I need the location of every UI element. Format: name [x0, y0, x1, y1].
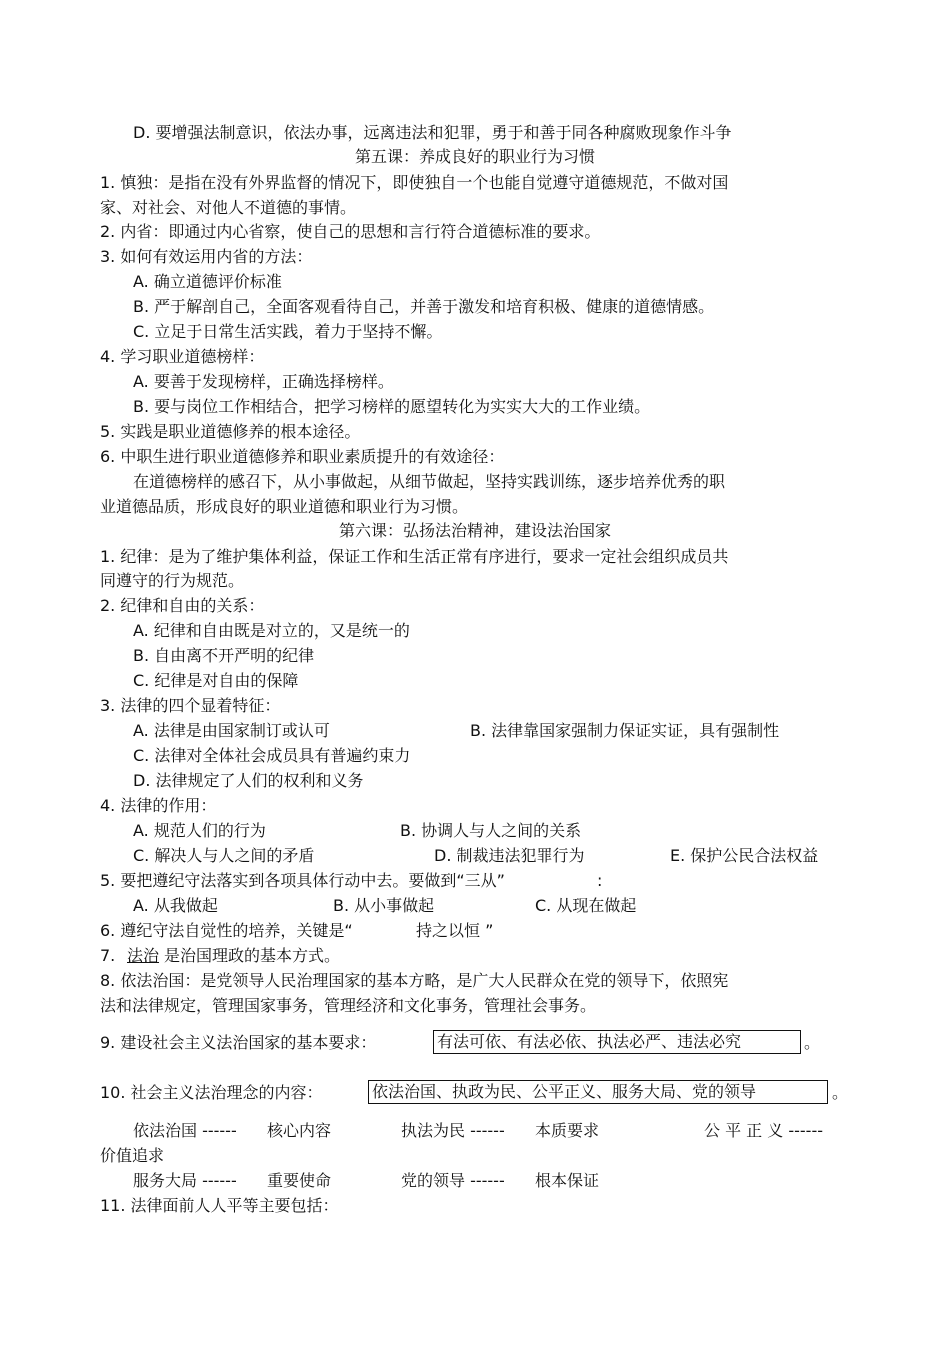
l6-item-3-option-b: B. 法律靠国家强制力保证实证，具有强制性: [470, 721, 780, 740]
item-6: 6. 中职生进行职业道德修养和职业素质提升的有效途径：: [100, 447, 505, 466]
concept-4-label: 服务大局 ------: [133, 1171, 237, 1190]
l6-item-3: 3. 法律的四个显着特征：: [100, 696, 281, 715]
l6-item-3-option-a: A. 法律是由国家制订或认可: [133, 721, 330, 740]
l6-item-6-answer: 持之以恒 ”: [416, 921, 494, 940]
l6-item-10-answer-box: [368, 1080, 828, 1104]
l6-item-8-line2: 法和法律规定，管理国家事务，管理经济和文化事务，管理社会事务。: [100, 996, 597, 1015]
item-6-text-line2: 业道德品质，形成良好的职业道德和职业行为习惯。: [100, 497, 469, 516]
l6-item-10-answer: 依法治国、执政为民、公平正义、服务大局、党的领导: [368, 1080, 828, 1104]
item-3: 3. 如何有效运用内省的方法：: [100, 247, 313, 266]
l6-item-11: 11. 法律面前人人平等主要包括：: [100, 1196, 339, 1215]
l6-item-9-answer-box: [433, 1030, 801, 1054]
l6-item-4: 4. 法律的作用：: [100, 796, 217, 815]
concept-2-label: 执法为民 ------: [401, 1121, 505, 1140]
l6-item-5: 5. 要把遵纪守法落实到各项具体行动中去。要做到“三从”: [100, 871, 505, 890]
item-2: 2. 内省：即通过内心省察，使自己的思想和言行符合道德标准的要求。: [100, 222, 601, 241]
concept-4-meaning: 重要使命: [267, 1171, 332, 1190]
l6-item-9: 9. 建设社会主义法治国家的基本要求：: [100, 1033, 377, 1052]
item-4: 4. 学习职业道德榜样：: [100, 347, 265, 366]
l6-item-4-option-d: D. 制裁违法犯罪行为: [434, 846, 585, 865]
l6-item-10-period: 。: [832, 1083, 849, 1102]
option-d-line: D. 要增强法制意识，依法办事，远离违法和犯罪，勇于和善于同各种腐败现象作斗争: [133, 123, 732, 142]
l6-item-4-option-a: A. 规范人们的行为: [133, 821, 266, 840]
l6-item-4-option-e: E. 保护公民合法权益: [670, 846, 819, 865]
l6-item-7-text: 是治国理政的基本方式。: [164, 946, 341, 965]
item-5: 5. 实践是职业道德修养的根本途径。: [100, 422, 361, 441]
concept-1-meaning: 核心内容: [267, 1121, 332, 1140]
l6-item-5-colon: :: [597, 871, 603, 890]
l6-item-3-option-d: D. 法律规定了人们的权利和义务: [133, 771, 364, 790]
item-4-option-a: A. 要善于发现榜样，正确选择榜样。: [133, 372, 394, 391]
l6-item-2: 2. 纪律和自由的关系：: [100, 596, 265, 615]
item-3-option-b: B. 严于解剖自己，全面客观看待自己，并善于激发和培育积极、健康的道德情感。: [133, 297, 715, 316]
l6-item-2-option-a: A. 纪律和自由既是对立的，又是统一的: [133, 621, 410, 640]
lesson5-heading: 第五课：养成良好的职业行为习惯: [354, 147, 595, 166]
l6-item-4-option-b: B. 协调人与人之间的关系: [400, 821, 582, 840]
lesson6-heading: 第六课：弘扬法治精神，建设法治国家: [338, 521, 611, 540]
item-1-line1: 1. 慎独：是指在没有外界监督的情况下，即使独自一个也能自觉遵守道德规范，不做对国: [100, 173, 729, 192]
l6-item-2-option-b: B. 自由离不开严明的纪律: [133, 646, 315, 665]
item-1-line2: 家、对社会、对他人不道德的事情。: [100, 198, 357, 217]
item-3-option-a: A. 确立道德评价标准: [133, 272, 282, 291]
l6-item-1-line2: 同遵守的行为规范。: [100, 571, 245, 590]
l6-item-7-number: 7.: [100, 946, 116, 965]
l6-item-5-option-b: B. 从小事做起: [333, 896, 435, 915]
concept-5-meaning: 根本保证: [535, 1171, 600, 1190]
concept-5-label: 党的领导 ------: [401, 1171, 505, 1190]
item-4-option-b: B. 要与岗位工作相结合，把学习榜样的愿望转化为实实大大的工作业绩。: [133, 397, 651, 416]
l6-item-1-line1: 1. 纪律：是为了维护集体利益，保证工作和生活正常有序进行，要求一定社会组织成员共: [100, 547, 729, 566]
l6-item-5-option-c: C. 从现在做起: [535, 896, 637, 915]
concept-1-label: 依法治国 ------: [133, 1121, 237, 1140]
concept-3-label: 公 平 正 义 ------: [704, 1121, 823, 1140]
l6-item-9-answer: 有法可依、有法必依、执法必严、违法必究: [433, 1030, 801, 1054]
l6-item-9-period: 。: [804, 1033, 821, 1052]
l6-item-5-option-a: A. 从我做起: [133, 896, 218, 915]
l6-item-6: 6. 遵纪守法自觉性的培养，关键是“: [100, 921, 353, 940]
l6-item-8-line1: 8. 依法治国：是党领导人民治理国家的基本方略，是广大人民群众在党的领导下，依照宪: [100, 971, 729, 990]
l6-item-4-option-c: C. 解决人与人之间的矛盾: [133, 846, 315, 865]
l6-item-10: 10. 社会主义法治理念的内容：: [100, 1083, 323, 1102]
concept-2-meaning: 本质要求: [535, 1121, 600, 1140]
l6-item-7-answer: 法治: [127, 946, 160, 965]
l6-item-3-option-c: C. 法律对全体社会成员具有普遍约束力: [133, 746, 411, 765]
l6-item-2-option-c: C. 纪律是对自由的保障: [133, 671, 299, 690]
item-6-text-line1: 在道德榜样的感召下，从小事做起，从细节做起，坚持实践训练，逐步培养优秀的职: [133, 472, 726, 491]
concept-3-meaning: 价值追求: [100, 1146, 165, 1165]
item-3-option-c: C. 立足于日常生活实践，着力于坚持不懈。: [133, 322, 443, 341]
